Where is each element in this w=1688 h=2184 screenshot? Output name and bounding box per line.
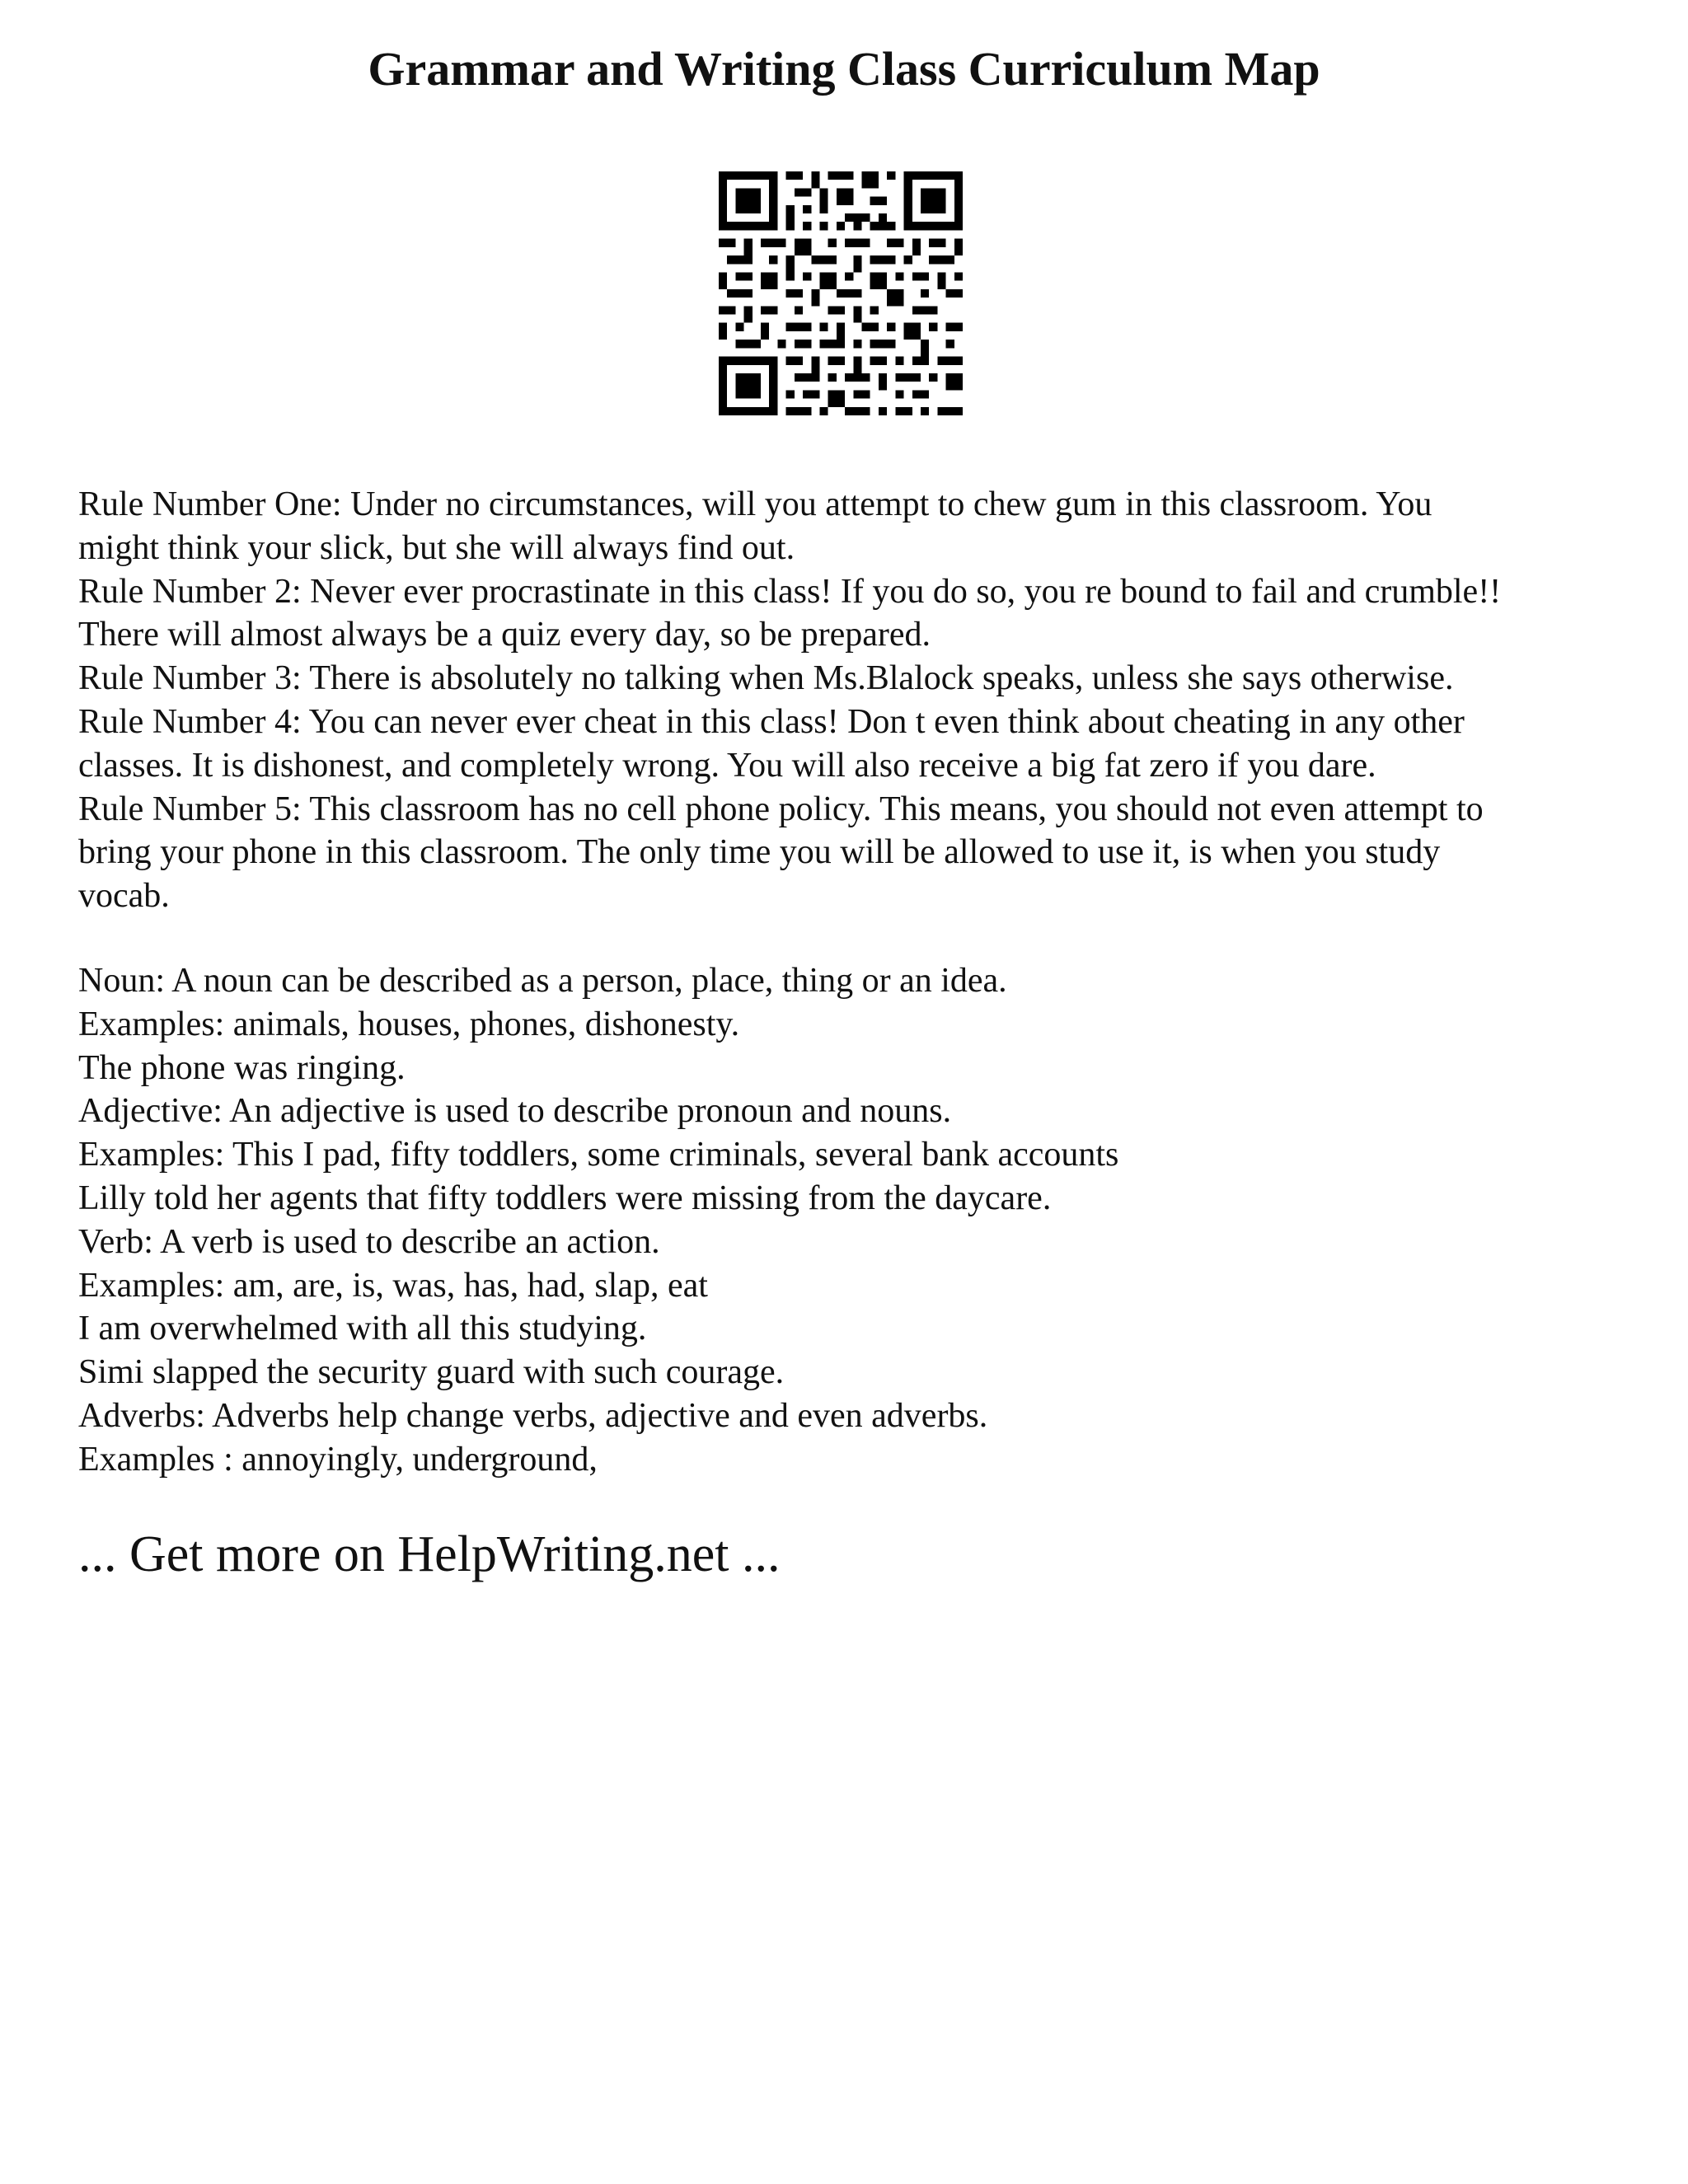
rules-line: classes. It is dishonest, and completely wrong. You will also receive a big fat zero if you dare. (78, 746, 1376, 785)
grammar-line: Adverbs: Adverbs help change verbs, adjective and even adverbs. (78, 1396, 988, 1435)
rules-line: bring your phone in this classroom. The only time you will be allowed to use it, is when you study (78, 833, 1441, 872)
classroom-rules (78, 483, 1628, 918)
rules-line: There will almost always be a quiz every day, so be prepared. (78, 616, 931, 654)
rules-line: Rule Number 2: Never ever procrastinate in this class! If you do so, you re bound to fail and crumble!! (78, 572, 1502, 611)
grammar-line: Examples: This I pad, fifty toddlers, some criminals, several bank accounts (78, 1136, 1119, 1174)
grammar-line: Lilly told her agents that fifty toddlers were missing from the daycare. (78, 1179, 1052, 1217)
grammar-line: Adjective: An adjective is used to describe pronoun and nouns. (78, 1092, 952, 1131)
grammar-notes (78, 959, 1628, 1482)
grammar-line: Verb: A verb is used to describe an action. (78, 1222, 660, 1261)
qr-code-icon (719, 171, 963, 415)
grammar-line: I am overwhelmed with all this studying. (78, 1310, 647, 1348)
grammar-line: Examples : annoyingly, underground, (78, 1440, 598, 1479)
grammar-line: Examples: am, are, is, was, has, had, slap, eat (78, 1266, 708, 1305)
rules-line: Rule Number 5: This classroom has no cell phone policy. This means, you should not even attempt to (78, 790, 1484, 828)
grammar-line: Noun: A noun can be described as a person, place, thing or an idea. (78, 962, 1007, 1000)
page-title: Grammar and Writing Class Curriculum Map (368, 42, 1320, 96)
grammar-line: Simi slapped the security guard with such courage. (78, 1353, 785, 1392)
rules-line: Rule Number 3: There is absolutely no talking when Ms.Blalock speaks, unless she says otherwise. (78, 659, 1454, 698)
rules-line: Rule Number 4: You can never ever cheat in this class! Don t even think about cheating in any other (78, 702, 1465, 741)
rules-line: vocab. (78, 877, 170, 916)
rules-line: might think your slick, but she will always find out. (78, 528, 795, 567)
rules-line: Rule Number One: Under no circumstances, will you attempt to chew gum in this classroom. You (78, 485, 1432, 523)
footer-link-text: ... Get more on HelpWriting.net ... (78, 1526, 781, 1582)
grammar-line: Examples: animals, houses, phones, dishonesty. (78, 1005, 740, 1043)
grammar-line: The phone was ringing. (78, 1048, 406, 1087)
